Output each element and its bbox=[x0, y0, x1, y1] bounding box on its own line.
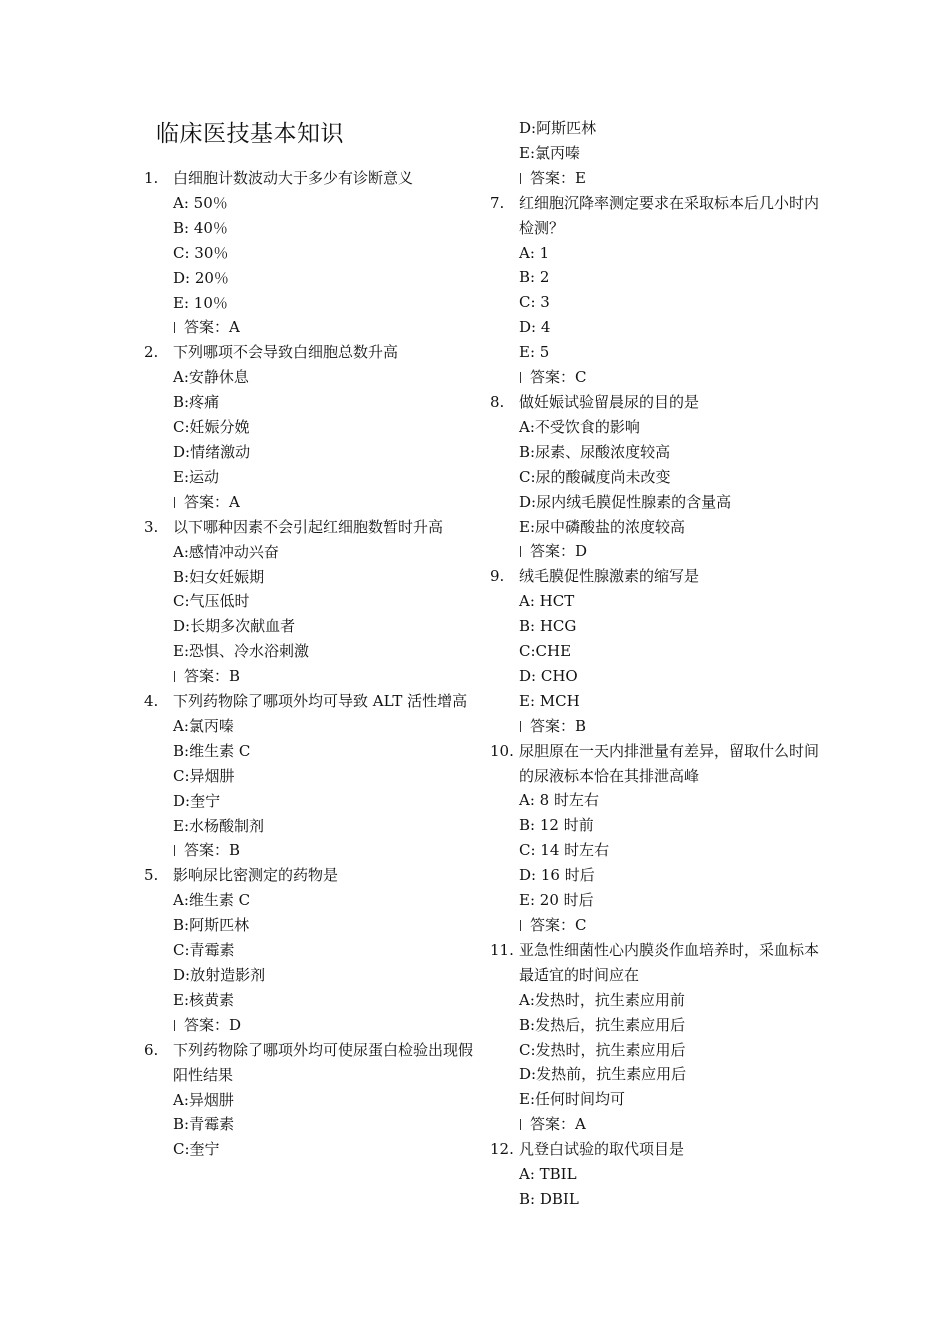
option: A: 1 bbox=[519, 243, 550, 262]
answer-line bbox=[144, 315, 474, 340]
option: E:尿中磷酸盐的浓度较高 bbox=[519, 517, 686, 536]
question-item bbox=[144, 1038, 474, 1163]
answer-marker-icon bbox=[520, 546, 521, 557]
option: A:氯丙嗪 bbox=[173, 716, 234, 735]
option: C:异烟肼 bbox=[173, 766, 235, 785]
question-number: 8. bbox=[490, 392, 505, 411]
option: D: 16 时后 bbox=[519, 866, 595, 885]
page-title: 临床医技基本知识 bbox=[156, 121, 344, 147]
answer-line bbox=[490, 365, 820, 390]
option: C:气压低时 bbox=[173, 592, 250, 611]
option: D:尿内绒毛膜促性腺素的含量高 bbox=[519, 492, 732, 511]
question-stem-row bbox=[144, 863, 474, 888]
question-item bbox=[144, 515, 474, 689]
option: B: HCG bbox=[519, 617, 577, 636]
option: C:发热时，抗生素应用后 bbox=[519, 1040, 686, 1059]
option: C: 3 bbox=[519, 293, 550, 312]
question-number: 12. bbox=[490, 1140, 514, 1159]
answer-label: 答案： bbox=[184, 492, 230, 511]
question-number: 7. bbox=[490, 193, 505, 212]
question-stem-row bbox=[490, 390, 820, 415]
answer-marker-icon bbox=[520, 372, 521, 383]
answer-label: 答案： bbox=[184, 1015, 230, 1034]
option: A:维生素 C bbox=[173, 891, 251, 910]
answer-line bbox=[144, 1013, 474, 1038]
question-stem: 尿胆原在一天内排泄量有差异，留取什么时间的尿液标本恰在其排泄高峰 bbox=[519, 741, 820, 785]
question-number: 11. bbox=[490, 940, 514, 959]
question-stem-row bbox=[144, 1038, 474, 1088]
question-item bbox=[490, 1137, 820, 1212]
question-stem-row bbox=[490, 938, 820, 988]
answer-label: 答案： bbox=[530, 716, 576, 735]
answer-value: B bbox=[575, 716, 587, 735]
option: C:尿的酸碱度尚未改变 bbox=[519, 467, 671, 486]
option: B:尿素、尿酸浓度较高 bbox=[519, 442, 671, 461]
answer-line bbox=[490, 1112, 820, 1137]
question-stem: 红细胞沉降率测定要求在采取标本后几小时内检测？ bbox=[519, 193, 820, 237]
question-stem: 下列哪项不会导致白细胞总数升高 bbox=[173, 343, 399, 362]
question-stem-row bbox=[144, 689, 474, 714]
question-stem: 下列药物除了哪项外均可导致 ALT 活性增高 bbox=[173, 692, 468, 711]
option: D: 4 bbox=[519, 318, 551, 337]
option: A: TBIL bbox=[519, 1165, 577, 1184]
answer-label: 答案： bbox=[530, 368, 576, 387]
option: B:疼痛 bbox=[173, 393, 220, 412]
question-stem-row bbox=[144, 340, 474, 365]
question-stem: 做妊娠试验留晨尿的目的是 bbox=[519, 392, 700, 411]
option: B: DBIL bbox=[519, 1189, 579, 1208]
option: E: 20 时后 bbox=[519, 891, 594, 910]
option: A: HCT bbox=[519, 592, 575, 611]
option: A:发热时，抗生素应用前 bbox=[519, 990, 685, 1009]
option: C:奎宁 bbox=[173, 1140, 220, 1159]
option: C:青霉素 bbox=[173, 941, 235, 960]
question-stem: 绒毛膜促性腺激素的缩写是 bbox=[519, 567, 700, 586]
option: C:妊娠分娩 bbox=[173, 418, 250, 437]
option: A:感情冲动兴奋 bbox=[173, 542, 279, 561]
answer-label: 答案： bbox=[530, 1115, 576, 1134]
question-item bbox=[144, 166, 474, 340]
question-item bbox=[144, 689, 474, 863]
answer-label: 答案： bbox=[184, 667, 230, 686]
option: B:妇女妊娠期 bbox=[173, 567, 265, 586]
option: E: 10％ bbox=[173, 293, 228, 312]
option: A:不受饮食的影响 bbox=[519, 417, 640, 436]
answer-label: 答案： bbox=[184, 841, 230, 860]
question-stem: 白细胞计数波动大于多少有诊断意义 bbox=[173, 169, 414, 187]
answer-value: D bbox=[229, 1015, 242, 1034]
answer-marker-icon bbox=[520, 1119, 521, 1130]
answer-marker-icon bbox=[174, 322, 175, 333]
answer-line bbox=[144, 664, 474, 689]
answer-label: 答案： bbox=[530, 916, 576, 934]
left-column bbox=[144, 166, 474, 1162]
answer-value: A bbox=[575, 1115, 586, 1134]
option: B:阿斯匹林 bbox=[173, 916, 250, 935]
answer-line bbox=[490, 913, 820, 938]
option: E:水杨酸制剂 bbox=[173, 816, 265, 835]
question-stem-row bbox=[490, 739, 820, 789]
question-stem-row bbox=[144, 515, 474, 540]
question-stem: 下列药物除了哪项外均可使尿蛋白检验出现假阳性结果 bbox=[173, 1040, 474, 1084]
answer-line bbox=[144, 838, 474, 863]
answer-marker-icon bbox=[174, 1020, 175, 1031]
question-stem: 以下哪种因素不会引起红细胞数暂时升高 bbox=[173, 517, 444, 536]
answer-marker-icon bbox=[520, 721, 521, 732]
question-item bbox=[490, 191, 820, 390]
option: B:维生素 C bbox=[173, 741, 251, 760]
question-stem: 亚急性细菌性心内膜炎作血培养时，采血标本最适宜的时间应在 bbox=[519, 940, 820, 984]
option: E: 5 bbox=[519, 343, 550, 362]
answer-label: 答案： bbox=[530, 542, 576, 561]
answer-line bbox=[490, 166, 820, 191]
question-item bbox=[490, 938, 820, 1137]
option: D:奎宁 bbox=[173, 791, 221, 810]
question-number: 6. bbox=[144, 1040, 159, 1059]
option: D:长期多次献血者 bbox=[173, 617, 296, 636]
answer-line bbox=[490, 539, 820, 564]
question-item bbox=[144, 863, 474, 1037]
answer-marker-icon bbox=[174, 845, 175, 856]
question-stem: 凡登白试验的取代项目是 bbox=[519, 1140, 685, 1159]
option: E:核黄素 bbox=[173, 990, 235, 1009]
question-number: 10. bbox=[490, 741, 514, 760]
answer-value: B bbox=[229, 667, 241, 686]
answer-marker-icon bbox=[520, 920, 521, 931]
answer-value: B bbox=[229, 841, 241, 860]
option: B: 12 时前 bbox=[519, 816, 594, 835]
question-stem-row bbox=[490, 1137, 820, 1162]
answer-label: 答案： bbox=[184, 318, 230, 337]
option: D:阿斯匹林 bbox=[519, 119, 597, 137]
question-stem: 影响尿比密测定的药物是 bbox=[173, 866, 339, 885]
option: D: 20％ bbox=[173, 268, 229, 287]
answer-value: C bbox=[575, 916, 587, 934]
option: E: MCH bbox=[519, 691, 580, 710]
question-stem-row bbox=[490, 191, 820, 241]
option: B:青霉素 bbox=[173, 1115, 235, 1134]
question-stem-row bbox=[144, 166, 474, 191]
question-number: 5. bbox=[144, 866, 159, 885]
question-number: 1. bbox=[144, 169, 159, 187]
right-column bbox=[490, 116, 820, 1212]
answer-value: D bbox=[575, 542, 588, 561]
answer-marker-icon bbox=[174, 671, 175, 682]
answer-label: 答案： bbox=[530, 168, 576, 187]
question-number: 3. bbox=[144, 517, 159, 536]
option: C:CHE bbox=[519, 642, 572, 661]
answer-value: E bbox=[575, 168, 586, 187]
option: A:安静休息 bbox=[173, 368, 249, 387]
question-number: 4. bbox=[144, 692, 159, 711]
option: D:发热前，抗生素应用后 bbox=[519, 1065, 687, 1084]
option: E:恐惧、冷水浴刺激 bbox=[173, 642, 310, 661]
option: B:发热后，抗生素应用后 bbox=[519, 1015, 686, 1034]
option: D:放射造影剂 bbox=[173, 966, 266, 984]
option: C: 14 时左右 bbox=[519, 841, 610, 860]
answer-marker-icon bbox=[520, 173, 521, 184]
answer-value: C bbox=[575, 368, 587, 387]
answer-value: A bbox=[229, 318, 240, 337]
answer-line bbox=[144, 490, 474, 515]
option: E:运动 bbox=[173, 467, 220, 486]
option: E:氯丙嗪 bbox=[519, 143, 581, 162]
option: D:情绪激动 bbox=[173, 442, 251, 461]
option: A: 8 时左右 bbox=[519, 791, 599, 810]
answer-value: A bbox=[229, 492, 240, 511]
answer-marker-icon bbox=[174, 497, 175, 508]
option: B: 2 bbox=[519, 268, 550, 287]
question-number: 9. bbox=[490, 567, 505, 586]
question-item bbox=[490, 564, 820, 738]
option: C: 30％ bbox=[173, 243, 229, 262]
question-number: 2. bbox=[144, 343, 159, 362]
option: A:异烟肼 bbox=[173, 1090, 234, 1109]
question-item bbox=[490, 739, 820, 938]
option: E:任何时间均可 bbox=[519, 1090, 626, 1109]
option: D: CHO bbox=[519, 666, 578, 685]
option: B: 40％ bbox=[173, 218, 228, 237]
option: A: 50％ bbox=[173, 193, 228, 212]
answer-line bbox=[490, 714, 820, 739]
question-item bbox=[490, 390, 820, 564]
question-item bbox=[144, 340, 474, 514]
question-stem-row bbox=[490, 564, 820, 589]
